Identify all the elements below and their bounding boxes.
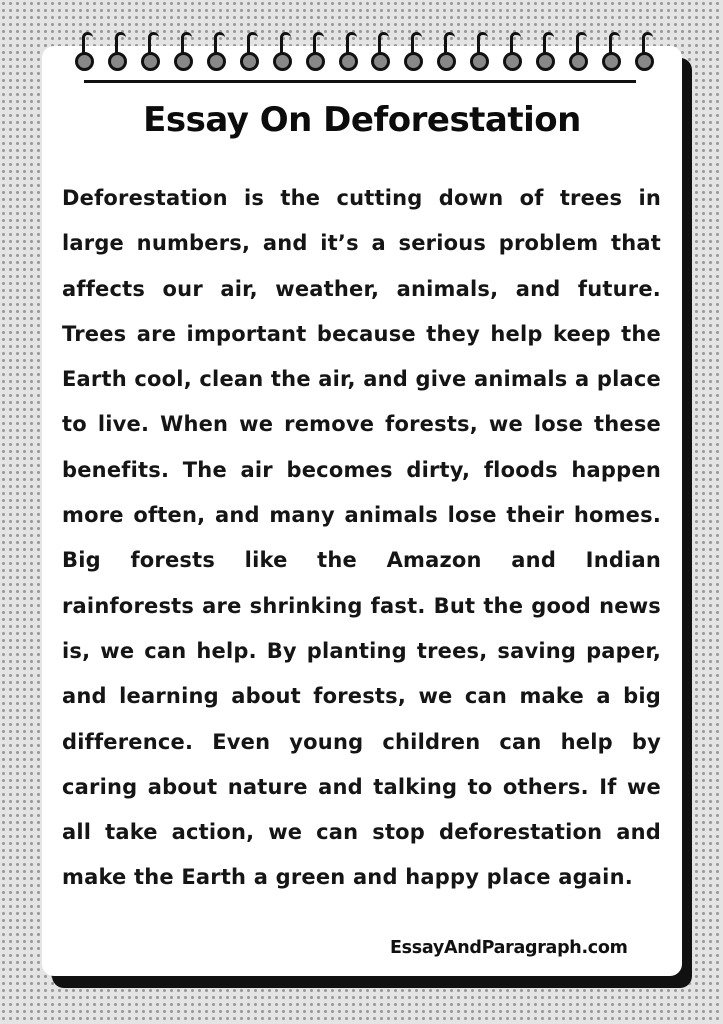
notebook-ring-icon: [239, 32, 259, 72]
notebook-ring-icon: [74, 32, 94, 72]
top-divider: [84, 80, 636, 83]
notebook-ring-icon: [568, 32, 588, 72]
essay-body: Deforestation is the cutting down of trees in large numbers, and it’s a serious problem that affects our air, weather, animals, and future. Trees are important because they help keep the Earth cool, clean the air, and give animals a place to live. When we remove forests, we lose these benefits. The air becomes dirty, floods happen more often, and many animals lose their homes. Big forests like the Amazon and Indian rainforests are shrinking fast. But the good news is, we can help. By planting trees, saving paper, and learning about forests, we can make a big difference. Even young children can help by caring about nature and talking to others. If we all take action, we can stop deforestation and make the Earth a green and happy place again.: [62, 186, 661, 890]
notebook-ring-icon: [634, 32, 654, 72]
binder-rings: [74, 32, 654, 72]
notebook-ring-icon: [206, 32, 226, 72]
notebook-ring-icon: [107, 32, 127, 72]
page-title: Essay On Deforestation: [143, 100, 581, 140]
site-credit: EssayAndParagraph.com: [390, 938, 628, 958]
notebook-ring-icon: [469, 32, 489, 72]
notebook-ring-icon: [436, 32, 456, 72]
notebook-ring-icon: [535, 32, 555, 72]
notebook-ring-icon: [601, 32, 621, 72]
notebook-ring-icon: [140, 32, 160, 72]
notebook-ring-icon: [173, 32, 193, 72]
notebook-ring-icon: [370, 32, 390, 72]
notebook-ring-icon: [338, 32, 358, 72]
notebook-ring-icon: [502, 32, 522, 72]
notebook-ring-icon: [305, 32, 325, 72]
notebook-ring-icon: [403, 32, 423, 72]
notebook-ring-icon: [272, 32, 292, 72]
